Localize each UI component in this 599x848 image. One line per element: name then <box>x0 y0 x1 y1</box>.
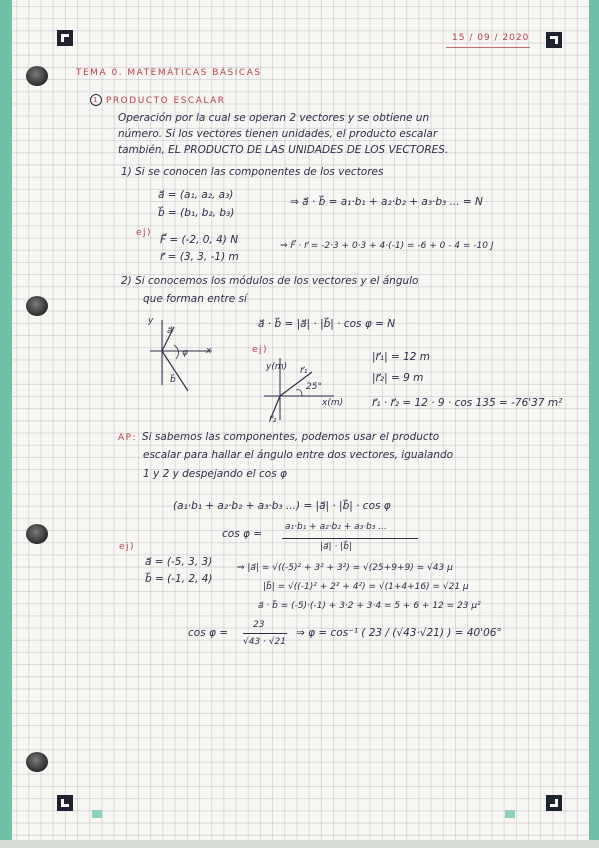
binder-hole <box>26 66 48 86</box>
date: 15 / 09 / 2020 <box>452 33 530 43</box>
axis-y-label: y(m) <box>266 362 288 372</box>
r2-modulus: |r⃗₂| = 9 m <box>372 372 424 384</box>
example-label: ej) <box>136 228 153 238</box>
cos-left: cos φ = <box>188 627 229 639</box>
dot-product-result: a⃗ · b⃗ = (-5)·(-1) + 3·2 + 3·4 = 5 + 6 + 12 = 23 μ² <box>258 601 481 611</box>
intro-line: número. Si los vectores tienen unidades, el producto escalar <box>118 128 438 140</box>
force-vector-def: F⃗ = (-2, 0, 4) N <box>160 234 239 246</box>
diagram-a-label: a⃗ <box>167 326 173 336</box>
left-edge-strip <box>0 0 12 848</box>
case2-heading: 2) Si conocemos los módulos de los vectores y el ángulo <box>121 275 419 287</box>
section-title: PRODUCTO ESCALAR <box>106 96 226 106</box>
vector-a-def: a⃗ = (-5, 3, 3) <box>145 556 213 568</box>
modulus-a: ⇒ |a⃗| = √((-5)² + 3² + 3²) = √(25+9+9) = √43 μ <box>237 563 453 573</box>
r1-modulus: |r⃗₁| = 12 m <box>372 351 431 363</box>
angle-result: ⇒ φ = cos⁻¹ ( 23 / (√43·√21) ) = 40'06° <box>296 627 502 639</box>
diagram-y-label: y <box>148 316 154 326</box>
binder-hole <box>26 524 48 544</box>
binder-hole <box>26 296 48 316</box>
bottom-edge <box>0 840 599 848</box>
ap-text: escalar para hallar el ángulo entre dos vectores, igualando <box>143 449 454 461</box>
corner-marker-bottom-left <box>57 795 73 811</box>
vector-b-def: b⃗ = (-1, 2, 4) <box>145 573 213 585</box>
dot-product-formula: ⇒ a⃗ · b⃗ = a₁·b₁ + a₂·b₂ + a₃·b₃ ... = N <box>290 196 483 208</box>
vector-a-def: a⃗ = (a₁, a₂, a₃) <box>158 189 234 201</box>
corner-marker-bottom-right <box>546 795 562 811</box>
cos-formula-numerator: a₁·b₁ + a₂·b₂ + a₃·b₃ ... <box>285 522 387 532</box>
cos-numerator: 23 <box>253 620 265 630</box>
angle-label: 25° <box>306 382 322 392</box>
modulus-formula: a⃗ · b⃗ = |a⃗| · |b⃗| · cos φ = N <box>258 318 396 330</box>
page-title: TEMA 0. MATEMÁTICAS BÁSICAS <box>76 68 262 78</box>
example-label: ej) <box>119 542 136 552</box>
vector-b-def: b⃗ = (b₁, b₂, b₃) <box>158 207 235 219</box>
equality-expression: (a₁·b₁ + a₂·b₂ + a₃·b₃ ...) = |a⃗| · |b⃗| · cos φ <box>173 500 391 512</box>
diagram-x-label: x <box>206 346 212 356</box>
r1-label: r⃗₁ <box>300 366 308 376</box>
date-underline <box>446 47 530 48</box>
cos-formula-denominator: |a⃗| · |b⃗| <box>320 542 352 552</box>
intro-line: también, EL PRODUCTO DE LAS UNIDADES DE LOS VECTORES. <box>118 144 449 156</box>
axis-x-label: x(m) <box>322 398 344 408</box>
binder-hole <box>26 752 48 772</box>
example-label: ej) <box>252 345 269 355</box>
cos-formula-left: cos φ = <box>222 528 263 540</box>
intro-line: Operación por la cual se operan 2 vectores y se obtiene un <box>118 112 430 124</box>
corner-mint-mark <box>505 810 515 818</box>
cos-denominator: √43 · √21 <box>243 637 286 647</box>
fraction-bar <box>243 633 287 634</box>
corner-marker-top-left <box>57 30 73 46</box>
corner-marker-top-right <box>546 32 562 48</box>
ap-text: Si sabemos las componentes, podemos usar el producto <box>142 431 440 443</box>
example1-result: ⇒ F⃗ · r⃗ = -2·3 + 0·3 + 4·(-1) = -6 + 0 - 4 = -10 J <box>280 241 494 251</box>
position-vector-def: r⃗ = (3, 3, -1) m <box>160 251 239 263</box>
modulus-b: |b⃗| = √((-1)² + 2² + 4²) = √(1+4+16) = √21 μ <box>263 582 469 592</box>
ap-label: AP: <box>118 433 138 443</box>
ap-text: 1 y 2 y despejando el cos φ <box>143 468 287 480</box>
example2-result: r⃗₁ · r⃗₂ = 12 · 9 · cos 135 = -76'37 m² <box>372 397 563 409</box>
corner-mint-mark <box>92 810 102 818</box>
case1-heading: 1) Si se conocen las componentes de los vectores <box>121 166 384 178</box>
section-number: 1 <box>90 94 102 106</box>
diagram-b-label: b⃗ <box>170 375 176 385</box>
diagram-phi-label: φ <box>182 348 188 358</box>
r2-label: r⃗₂ <box>269 415 277 425</box>
case2-heading: que forman entre sí <box>143 293 247 305</box>
fraction-bar <box>282 538 418 539</box>
section-heading <box>90 94 225 106</box>
right-edge-strip <box>589 0 599 848</box>
